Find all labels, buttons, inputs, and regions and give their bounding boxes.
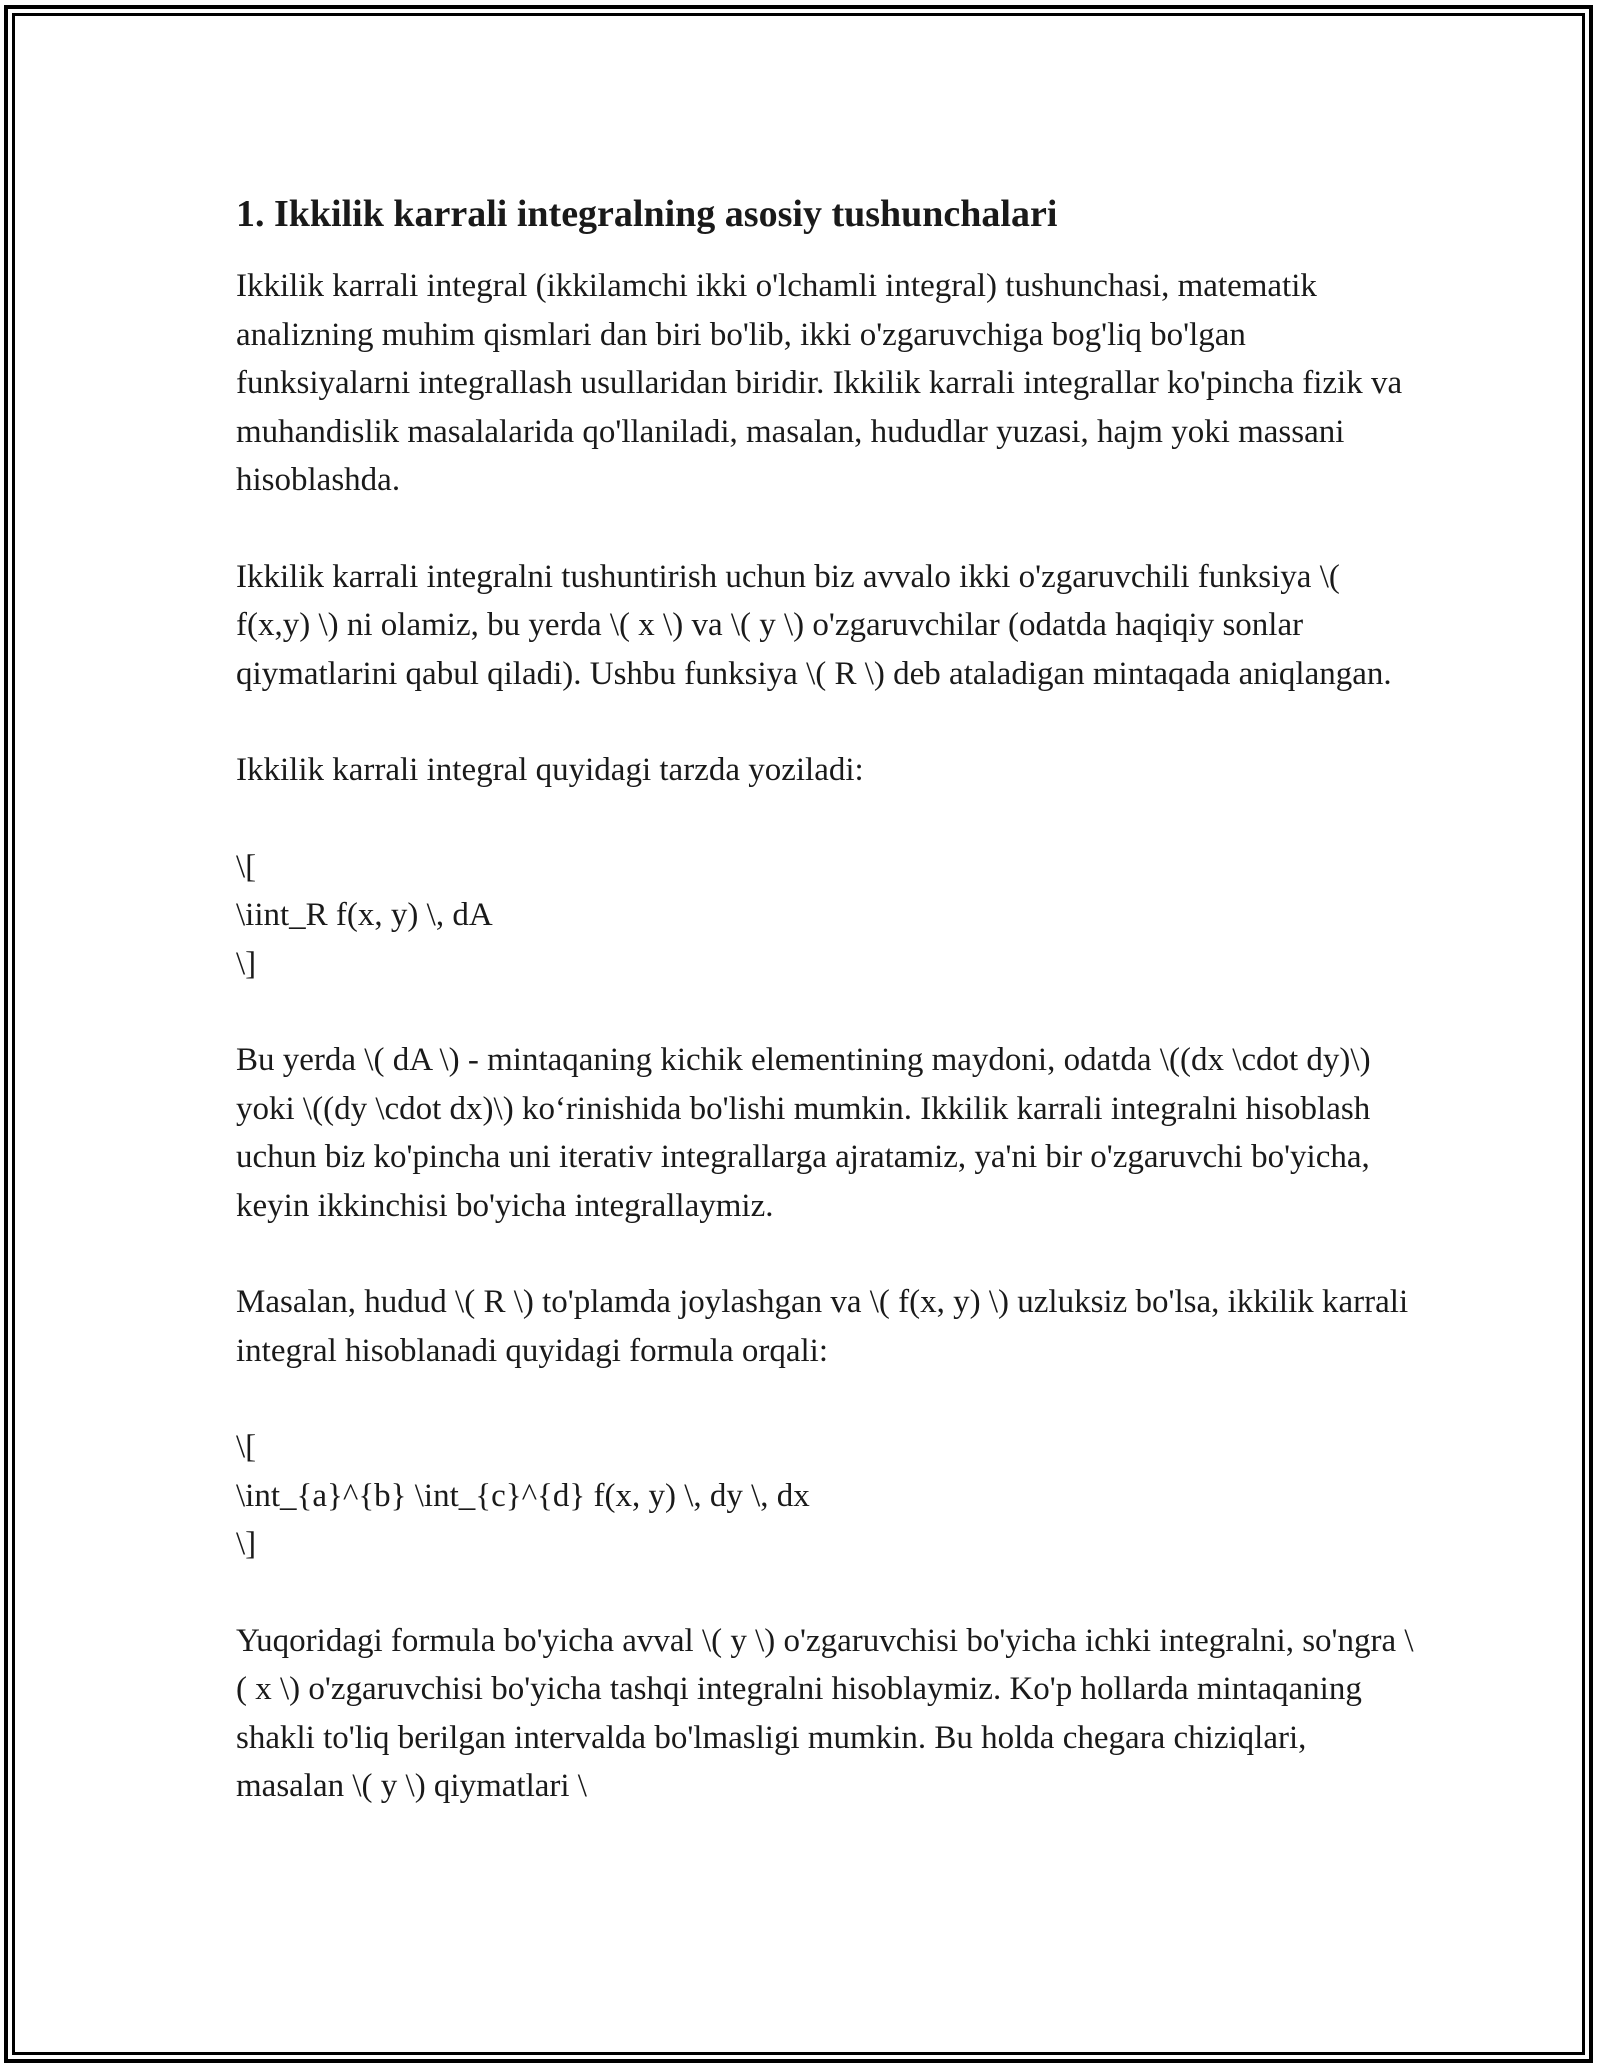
formula-double-integral: \[ \iint_R f(x, y) \, dA \]	[236, 848, 493, 982]
paragraph-intro: Ikkilik karrali integral (ikkilamchi ikki o'lchamli integral) tushunchasi, matematik analizning muhim qismlari dan biri bo'lib, ikki o'zgaruvchiga bog'liq bo'lgan funksiyalarni integrallash usullaridan biridir. Ikkilik karrali integrallar ko'pincha fizik va muhandislik masalalarida qo'llaniladi, masalan, hududlar yuzasi, hajm yoki massani hisoblashda.	[236, 268, 1403, 498]
document-body	[236, 186, 1416, 1859]
formula-iterated-integral: \[ \int_{a}^{b} \int_{c}^{d} f(x, y) \, dy \, dx \]	[236, 1429, 810, 1562]
section-heading: 1. Ikkilik karrali integralning asosiy tushunchalari	[236, 193, 1058, 235]
paragraph-area-element: Bu yerda \( dA \) - mintaqaning kichik elementining maydoni, odatda \((dx \cdot dy)\) yoki \((dy \cdot dx)\) ko‘rinishida bo'lishi mumkin. Ikkilik karrali integralni hisoblash uchun biz ko'pincha uni iterativ integrallarga ajratamiz, ya'ni bir o'zgaruvchi bo'yicha, keyin ikkinchisi bo'yicha integrallaymiz.	[236, 1042, 1371, 1224]
paragraph-integral-intro: Ikkilik karrali integral quyidagi tarzda yoziladi:	[236, 752, 864, 788]
paragraph-explanation: Yuqoridagi formula bo'yicha avval \( y \) o'zgaruvchisi bo'yicha ichki integralni, so'ngra \( x \) o'zgaruvchisi bo'yicha tashqi integralni hisoblaymiz. Ko'p hollarda mintaqaning shakli to'liq berilgan intervalda bo'lmasligi mumkin. Bu holda chegara chiziqlari, masalan \( y \) qiymatlari \	[236, 1622, 1414, 1804]
paragraph-example: Masalan, hudud \( R \) to'plamda joylashgan va \( f(x, y) \) uzluksiz bo'lsa, ikkilik karrali integral hisoblanadi quyidagi formula orqali:	[236, 1284, 1409, 1369]
paragraph-function-definition: Ikkilik karrali integralni tushuntirish uchun biz avvalo ikki o'zgaruvchili funksiya \( f(x,y) \) ni olamiz, bu yerda \( x \) va \( y \) o'zgaruvchilar (odatda haqiqiy sonlar qiymatlarini qabul qiladi). Ushbu funksiya \( R \) deb ataladigan mintaqada aniqlangan.	[236, 558, 1392, 692]
